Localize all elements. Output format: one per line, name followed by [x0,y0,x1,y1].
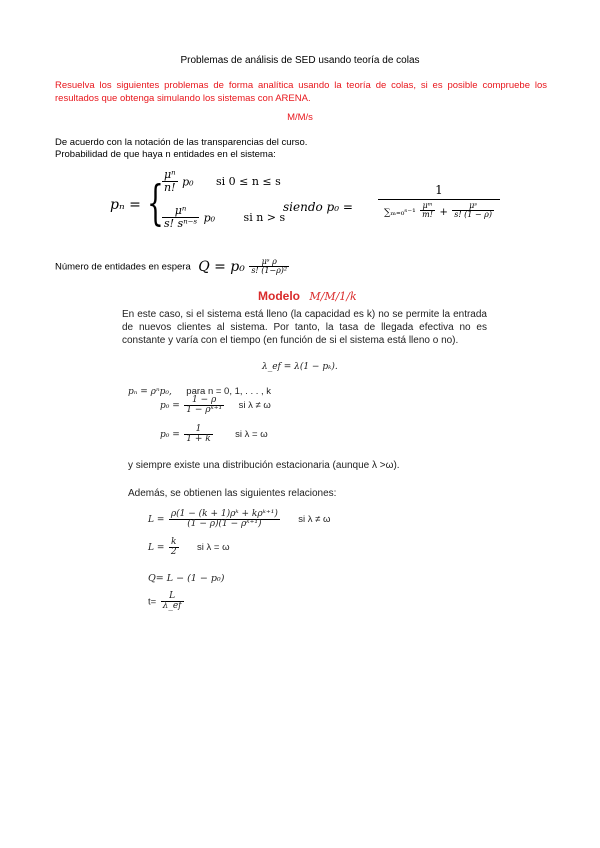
model-heading [258,289,357,303]
L2-line [148,538,230,558]
p0a-line [160,396,271,416]
p0a-cond: si λ ≠ ω [238,400,271,412]
queue-den: s! (1−ρ)² [251,266,288,276]
case2-num: μⁿ [162,205,199,218]
section-subtitle-mms: M/M/s [287,112,313,123]
p0-a-num: μᵐ [420,202,435,211]
stationary-text: y siempre existe una distribución estacionaria (aunque λ >ω). [128,460,400,471]
t-den: λ_ef [162,601,182,612]
lambda-eff: λ_ef = λ(1 − pₖ). [262,362,338,372]
case1-cond: si 0 ≤ n ≤ s [215,175,281,189]
p0b-line [160,425,268,445]
p0-num: 1 [378,183,500,200]
p0a-den: 1 − ρᵏ⁺¹ [186,405,223,416]
L1-frac [169,510,280,530]
case2-tail: p₀ [203,211,216,225]
t-frac [161,592,184,612]
p0-plus: + [439,207,448,219]
p0-sum: ∑ₘ₌₀ˢ⁻¹ [384,208,416,219]
relations-text: Además, se obtienen las siguientes relaciones: [128,488,337,499]
case2-frac [162,205,199,229]
case2-den: s! sⁿ⁻ˢ [164,216,198,230]
model-paragraph: En este caso, si el sistema está lleno (la capacidad es k) no se permite la entrada de nuevos clientes al sistema. Por tanto, la tasa de llegada efectiva no es constante y varía con el tiempo (en función de si el sistema está lleno o no). [122,309,487,346]
case-1 [162,169,281,193]
notation-line-2: Probabilidad de que haya n entidades en el sistema: [55,149,276,160]
p0-b-num: μˢ [452,202,494,211]
L1-line [148,510,330,530]
t-num: L [161,592,184,602]
model-heading-label: Modelo [258,289,300,303]
L2-lhs: L = [148,542,165,553]
notation-line-1: De acuerdo con la notación de las transparencias del curso. [55,137,308,148]
notation-text [55,137,307,161]
queue-lhs: Q = p₀ [198,258,245,275]
p0a-frac [184,396,224,416]
L2-frac [169,538,179,558]
Q-line: Q= L − (1 − p₀) [148,573,225,584]
p0-a-frac [420,202,435,220]
p0-a-den: m! [422,210,433,220]
L2-den: 2 [170,547,177,558]
pn-para: para n = 0, 1, . . . , k [186,386,272,397]
queue-label: Número de entidades en espera [55,261,191,273]
L1-lhs: L = [148,514,165,525]
case-2 [162,205,285,229]
p0b-den: 1 + k [186,434,211,445]
queue-row [55,258,289,276]
t-line [148,592,184,612]
p0-b-frac [452,202,494,220]
L2-cond: si λ = ω [197,542,230,554]
t-lhs: t= [148,596,157,608]
p0b-num: 1 [184,425,212,435]
pn-expr: pₙ = ρⁿp₀, [128,387,172,397]
case1-num: μⁿ [164,168,176,181]
cases-brace: { [147,175,164,231]
p0-b-den: s! (1 − ρ) [454,210,492,220]
p0b-lhs: p₀ = [160,429,180,440]
L1-cond: si λ ≠ ω [298,514,331,526]
L1-den: (1 − ρ)(1 − ρᵏ⁺¹) [187,519,262,530]
queue-num: μˢ ρ [249,258,289,267]
model-heading-name: M/M/1/k [309,290,357,303]
intro-instructions: Resuelva los siguientes problemas de forma analítica usando la teoría de colas, si es posible compruebe los resultados que obtenga simulando los sistemas con ARENA. [55,80,547,104]
p0a-lhs: p₀ = [160,400,180,411]
L2-num: k [169,538,179,548]
p0b-frac [184,425,212,445]
case1-frac [162,169,178,193]
pn-lhs: pₙ = [110,197,141,213]
p0-den [378,200,500,220]
p0b-cond: si λ = ω [235,429,268,441]
p0-frac [378,183,500,220]
queue-frac [249,258,289,276]
siendo-p0: siendo p₀ = [283,200,353,214]
case1-tail: p₀ [182,175,194,189]
case2-cond: si n > s [243,211,286,225]
L1-num: ρ(1 − (k + 1)ρᵏ + kρᵏ⁺¹) [170,509,278,519]
case1-den: n! [164,180,176,194]
p0a-num: 1 − ρ [184,396,224,406]
pn-formula [110,167,550,247]
page-title: Problemas de análisis de SED usando teoría de colas [180,55,420,66]
